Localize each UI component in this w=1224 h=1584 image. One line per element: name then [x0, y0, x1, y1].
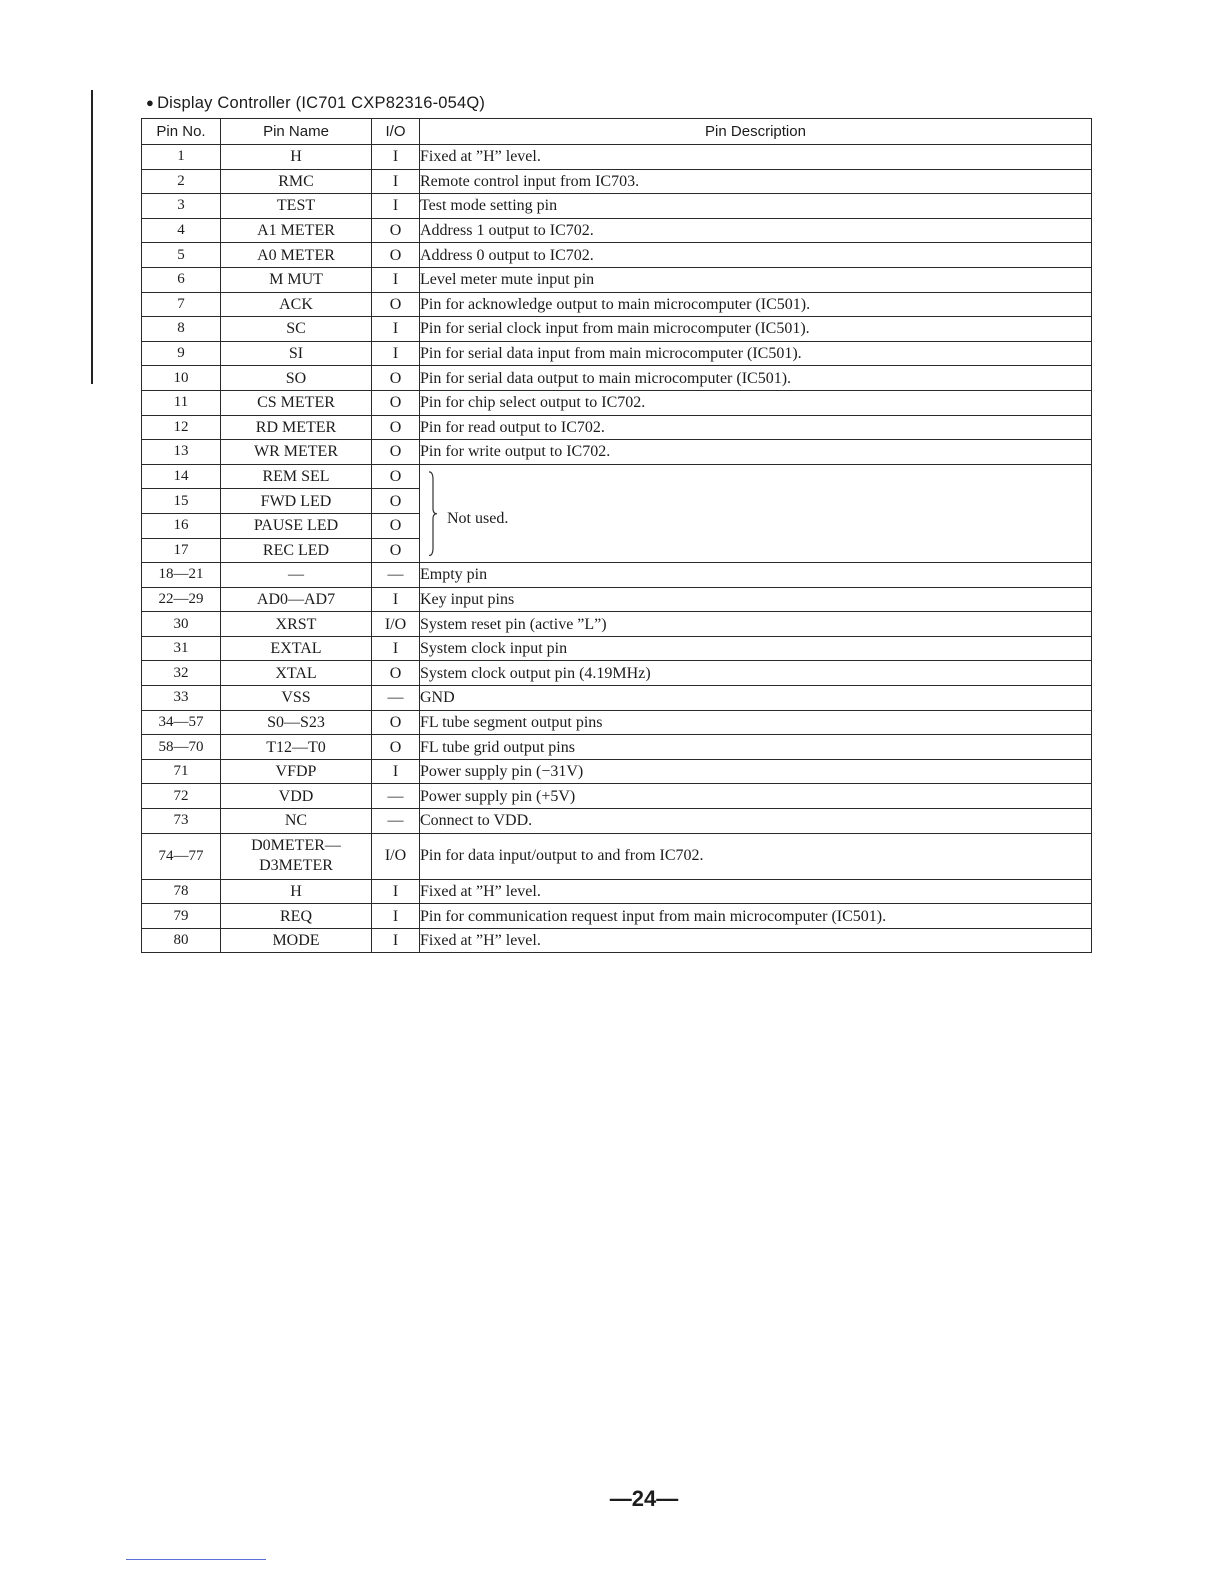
- io-cell: I: [372, 904, 420, 929]
- pin-no-cell: 30: [142, 612, 221, 637]
- io-cell: O: [372, 292, 420, 317]
- pin-no-cell: 15: [142, 489, 221, 514]
- pin-name-cell: T12—T0: [221, 735, 372, 760]
- io-cell: I: [372, 169, 420, 194]
- pin-no-cell: 34—57: [142, 710, 221, 735]
- io-cell: I: [372, 267, 420, 292]
- grouped-description-text: Not used.: [447, 509, 509, 527]
- table-row: [142, 317, 1092, 342]
- pin-name-cell: SI: [221, 341, 372, 366]
- pin-description-cell: Empty pin: [420, 563, 1092, 588]
- pin-name-cell: VSS: [221, 686, 372, 711]
- pin-name-cell: REM SEL: [221, 464, 372, 489]
- io-cell: I: [372, 587, 420, 612]
- pin-name-cell: S0—S23: [221, 710, 372, 735]
- pin-name-cell: WR METER: [221, 440, 372, 465]
- table-row: [142, 710, 1092, 735]
- right-brace-icon: [428, 471, 438, 556]
- pin-name-cell: REC LED: [221, 538, 372, 563]
- table-row: [142, 267, 1092, 292]
- table-row: [142, 366, 1092, 391]
- table-row: [142, 145, 1092, 170]
- pin-no-cell: 58—70: [142, 735, 221, 760]
- pin-no-cell: 71: [142, 759, 221, 784]
- table-row: [142, 636, 1092, 661]
- pin-name-cell: A1 METER: [221, 218, 372, 243]
- table-row: [142, 464, 1092, 489]
- io-cell: —: [372, 784, 420, 809]
- table-row: [142, 686, 1092, 711]
- io-cell: O: [372, 243, 420, 268]
- io-cell: —: [372, 809, 420, 834]
- pin-no-cell: 6: [142, 267, 221, 292]
- pin-description-cell: Pin for communication request input from main microcomputer (IC501).: [420, 904, 1092, 929]
- pin-description-cell: Pin for serial data input from main microcomputer (IC501).: [420, 341, 1092, 366]
- io-cell: O: [372, 513, 420, 538]
- pin-name-cell: M MUT: [221, 267, 372, 292]
- io-cell: O: [372, 489, 420, 514]
- pin-no-cell: 11: [142, 390, 221, 415]
- pin-description-cell: System reset pin (active ”L”): [420, 612, 1092, 637]
- pin-name-cell: A0 METER: [221, 243, 372, 268]
- pin-description-cell: Address 1 output to IC702.: [420, 218, 1092, 243]
- pin-name-cell: AD0—AD7: [221, 587, 372, 612]
- table-header-row: [142, 119, 1092, 145]
- header-pin-name: Pin Name: [221, 119, 372, 145]
- pin-name-cell: FWD LED: [221, 489, 372, 514]
- pin-name-cell: MODE: [221, 928, 372, 953]
- table-row: [142, 218, 1092, 243]
- pin-name-line: D0METER—: [251, 837, 341, 855]
- pin-description-cell: Pin for chip select output to IC702.: [420, 390, 1092, 415]
- pin-no-cell: 13: [142, 440, 221, 465]
- io-cell: I: [372, 636, 420, 661]
- io-cell: I: [372, 317, 420, 342]
- pin-description-cell: Pin for read output to IC702.: [420, 415, 1092, 440]
- pin-name-cell: XRST: [221, 612, 372, 637]
- pin-no-cell: 7: [142, 292, 221, 317]
- pin-no-cell: 78: [142, 879, 221, 904]
- pin-description-table: [141, 118, 1092, 953]
- pin-name-cell: SC: [221, 317, 372, 342]
- pin-name-cell: EXTAL: [221, 636, 372, 661]
- pin-no-cell: 22—29: [142, 587, 221, 612]
- table-row: [142, 243, 1092, 268]
- header-pin-description: Pin Description: [420, 119, 1092, 145]
- pin-description-cell: Pin for data input/output to and from IC702.: [420, 833, 1092, 879]
- io-cell: O: [372, 464, 420, 489]
- bullet-icon: ●: [146, 95, 155, 110]
- io-cell: O: [372, 415, 420, 440]
- table-body: [142, 145, 1092, 953]
- pin-no-cell: 17: [142, 538, 221, 563]
- table-row: [142, 904, 1092, 929]
- table-row: [142, 390, 1092, 415]
- table-row: [142, 833, 1092, 879]
- pin-name-cell: TEST: [221, 194, 372, 219]
- table-row: [142, 661, 1092, 686]
- pin-description-cell: Pin for write output to IC702.: [420, 440, 1092, 465]
- pin-description-cell: Test mode setting pin: [420, 194, 1092, 219]
- pin-description-cell: Key input pins: [420, 587, 1092, 612]
- pin-name-cell: ACK: [221, 292, 372, 317]
- pin-description-cell: Remote control input from IC703.: [420, 169, 1092, 194]
- pin-no-cell: 73: [142, 809, 221, 834]
- pin-description-cell: GND: [420, 686, 1092, 711]
- pin-no-cell: 2: [142, 169, 221, 194]
- footer-rule: [126, 1559, 266, 1560]
- pin-description-cell: Fixed at ”H” level.: [420, 928, 1092, 953]
- table-row: [142, 194, 1092, 219]
- pin-description-cell: Connect to VDD.: [420, 809, 1092, 834]
- pin-no-cell: 72: [142, 784, 221, 809]
- io-cell: O: [372, 661, 420, 686]
- pin-name-cell: H: [221, 145, 372, 170]
- section-heading: [146, 94, 485, 113]
- pin-name-cell: H: [221, 879, 372, 904]
- table-row: [142, 440, 1092, 465]
- io-cell: O: [372, 735, 420, 760]
- pin-description-cell: Power supply pin (+5V): [420, 784, 1092, 809]
- pin-name-cell: PAUSE LED: [221, 513, 372, 538]
- pin-description-cell: Power supply pin (−31V): [420, 759, 1092, 784]
- pin-no-cell: 10: [142, 366, 221, 391]
- table-row: [142, 415, 1092, 440]
- pin-no-cell: 74—77: [142, 833, 221, 879]
- pin-no-cell: 80: [142, 928, 221, 953]
- header-io: I/O: [372, 119, 420, 145]
- pin-description-cell: Address 0 output to IC702.: [420, 243, 1092, 268]
- pin-name-cell: VDD: [221, 784, 372, 809]
- pin-no-cell: 4: [142, 218, 221, 243]
- table-row: [142, 735, 1092, 760]
- pin-name-cell: —: [221, 563, 372, 588]
- io-cell: I/O: [372, 833, 420, 879]
- pin-no-cell: 33: [142, 686, 221, 711]
- table-row: [142, 292, 1092, 317]
- pin-description-cell: System clock output pin (4.19MHz): [420, 661, 1092, 686]
- pin-no-cell: 8: [142, 317, 221, 342]
- table-row: [142, 341, 1092, 366]
- table-row: [142, 587, 1092, 612]
- table-row: [142, 809, 1092, 834]
- pin-description-cell: Pin for serial clock input from main microcomputer (IC501).: [420, 317, 1092, 342]
- io-cell: —: [372, 563, 420, 588]
- pin-description-cell: Fixed at ”H” level.: [420, 879, 1092, 904]
- table-row: [142, 784, 1092, 809]
- pin-no-cell: 18—21: [142, 563, 221, 588]
- pin-description-cell: System clock input pin: [420, 636, 1092, 661]
- revision-change-bar: [91, 90, 93, 384]
- pin-no-cell: 16: [142, 513, 221, 538]
- io-cell: I: [372, 341, 420, 366]
- pin-name-cell: CS METER: [221, 390, 372, 415]
- io-cell: —: [372, 686, 420, 711]
- io-cell: I: [372, 879, 420, 904]
- table-row: [142, 169, 1092, 194]
- section-heading-text: Display Controller (IC701 CXP82316-054Q): [157, 94, 486, 112]
- pin-no-cell: 5: [142, 243, 221, 268]
- io-cell: I: [372, 145, 420, 170]
- pin-name-cell: NC: [221, 809, 372, 834]
- pin-name-cell: RMC: [221, 169, 372, 194]
- io-cell: I: [372, 759, 420, 784]
- table-row: [142, 612, 1092, 637]
- pin-description-cell: Fixed at ”H” level.: [420, 145, 1092, 170]
- table-row: [142, 563, 1092, 588]
- io-cell: O: [372, 440, 420, 465]
- pin-name-line: D3METER: [259, 857, 333, 875]
- pin-no-cell: 31: [142, 636, 221, 661]
- io-cell: O: [372, 218, 420, 243]
- pin-description-cell: Pin for serial data output to main microcomputer (IC501).: [420, 366, 1092, 391]
- pin-name-cell: XTAL: [221, 661, 372, 686]
- table-row: [142, 928, 1092, 953]
- io-cell: O: [372, 366, 420, 391]
- pin-description-cell: FL tube grid output pins: [420, 735, 1092, 760]
- table-row: [142, 759, 1092, 784]
- page-number: —24—: [609, 1486, 679, 1511]
- grouped-description-cell: [420, 464, 1092, 562]
- pin-description-cell: FL tube segment output pins: [420, 710, 1092, 735]
- pin-no-cell: 9: [142, 341, 221, 366]
- pin-no-cell: 3: [142, 194, 221, 219]
- io-cell: I/O: [372, 612, 420, 637]
- pin-no-cell: 14: [142, 464, 221, 489]
- pin-no-cell: 32: [142, 661, 221, 686]
- io-cell: O: [372, 538, 420, 563]
- pin-name-cell: VFDP: [221, 759, 372, 784]
- table-row: [142, 879, 1092, 904]
- pin-name-cell: REQ: [221, 904, 372, 929]
- pin-name-cell: [221, 833, 372, 879]
- pin-description-cell: Level meter mute input pin: [420, 267, 1092, 292]
- io-cell: O: [372, 390, 420, 415]
- pin-description-cell: Pin for acknowledge output to main microcomputer (IC501).: [420, 292, 1092, 317]
- io-cell: I: [372, 194, 420, 219]
- pin-name-cell: SO: [221, 366, 372, 391]
- pin-no-cell: 1: [142, 145, 221, 170]
- io-cell: I: [372, 928, 420, 953]
- pin-no-cell: 12: [142, 415, 221, 440]
- pin-name-cell: RD METER: [221, 415, 372, 440]
- pin-no-cell: 79: [142, 904, 221, 929]
- header-pin-no: Pin No.: [142, 119, 221, 145]
- io-cell: O: [372, 710, 420, 735]
